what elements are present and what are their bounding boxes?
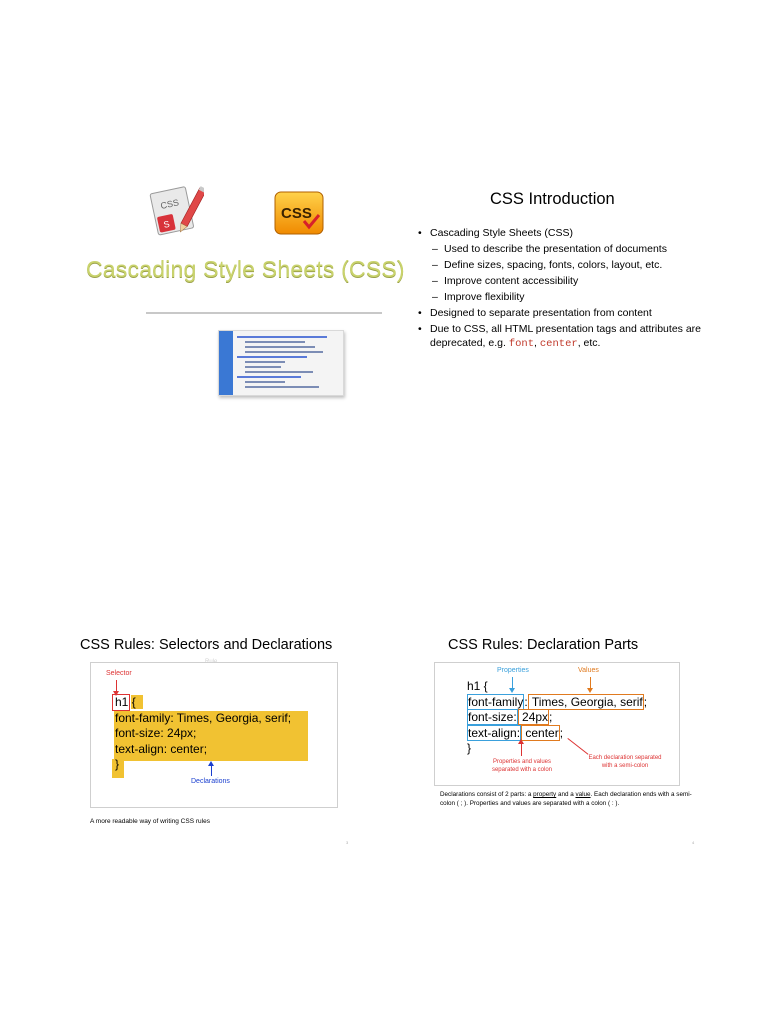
code-font: font [508,338,535,350]
slide-caption: Declarations consist of 2 parts: a property and a value. Each declaration ends with a semi-colon ( ; ). Properties and values are separated with a colon ( : ). [440,791,692,807]
page-number: 3 [346,840,349,845]
declaration-code [467,679,647,757]
colon-note: Properties and values separated with a colon [491,759,553,773]
code-close-brace: } [115,757,120,771]
code-line [237,376,301,378]
property-box: font-size: [468,710,517,724]
declarations-label: Declarations [191,778,230,785]
bullet-text: Due to CSS, all HTML presentation tags and attributes are deprecated, e.g. [430,323,702,349]
rule-watermark: Rule [205,659,218,665]
selector-arrow [116,680,117,693]
title-divider [146,312,382,314]
code-line [245,341,305,343]
sub-bullet-item: – Improve flexibility [418,290,718,304]
css-document-pencil-icon [148,183,204,239]
code-declaration: font-family: Times, Georgia, serif; [115,710,292,725]
code-declaration: font-size: 24px; [115,726,197,740]
code-declaration: text-align: center; [115,741,208,756]
code-line [237,356,307,358]
doc-icon-label: CSS [159,197,180,211]
semicolon-note: Each declaration separated with a semi-colon [588,755,662,769]
slide-caption: A more readable way of writing CSS rules [90,818,210,825]
semicolon: ; [549,710,553,724]
property-box: text-align: [468,725,521,740]
css-rule-code [115,695,291,773]
box-icon-label: CSS [281,205,312,222]
declarations-arrow [211,764,212,776]
colon-arrow [521,742,522,756]
css-code-editor-thumbnail [218,330,344,396]
sub-bullet-item: – Define sizes, spacing, fonts, colors, layout, etc. [418,258,718,272]
code-line [245,366,281,368]
code-line [245,361,285,363]
code-line [245,386,319,388]
sub-bullet-item: – Used to describe the presentation of documents [418,242,718,256]
code-center: center [539,338,578,350]
value-box: center [522,725,559,740]
slide-title-declaration-parts: CSS Rules: Declaration Parts [448,637,639,653]
properties-label: Properties [497,667,529,674]
semicolon: ; [559,725,564,740]
bullet-item: • Designed to separate presentation from content [418,306,718,320]
slide-title-selectors-declarations: CSS Rules: Selectors and Declarations [80,637,333,653]
values-label: Values [578,667,599,674]
page-number: 4 [692,840,695,845]
value-box: Times, Georgia, serif [528,694,643,709]
css-checkmark-box-icon [274,191,324,235]
bullet-item-deprecated [418,322,718,351]
code-close-brace: } [467,741,472,755]
code-line [245,381,285,383]
code-line [245,346,315,348]
property-box: font-family [468,694,524,709]
semicolon: ; [643,694,648,709]
svg-text:S: S [162,218,171,230]
code-line [245,351,323,353]
value-box: 24px [518,710,549,724]
slide-title-css-introduction: CSS Introduction [490,190,615,208]
code-line [237,336,327,338]
bullet-item: • Cascading Style Sheets (CSS) [418,226,718,240]
slide-title-css: Cascading Style Sheets (CSS) [86,256,405,282]
bullet-separator: , [534,337,537,349]
bullet-list [418,226,718,353]
code-selector: h1 [115,695,129,709]
code-line-h1: h1 { [467,679,488,693]
colon: : [524,694,528,709]
code-open-brace: { [128,695,136,709]
sub-bullet-item: – Improve content accessibility [418,274,718,288]
bullet-text-end: , etc. [577,337,601,349]
code-line-gutter [219,331,233,395]
code-line [245,371,313,373]
selector-label: Selector [106,670,132,677]
